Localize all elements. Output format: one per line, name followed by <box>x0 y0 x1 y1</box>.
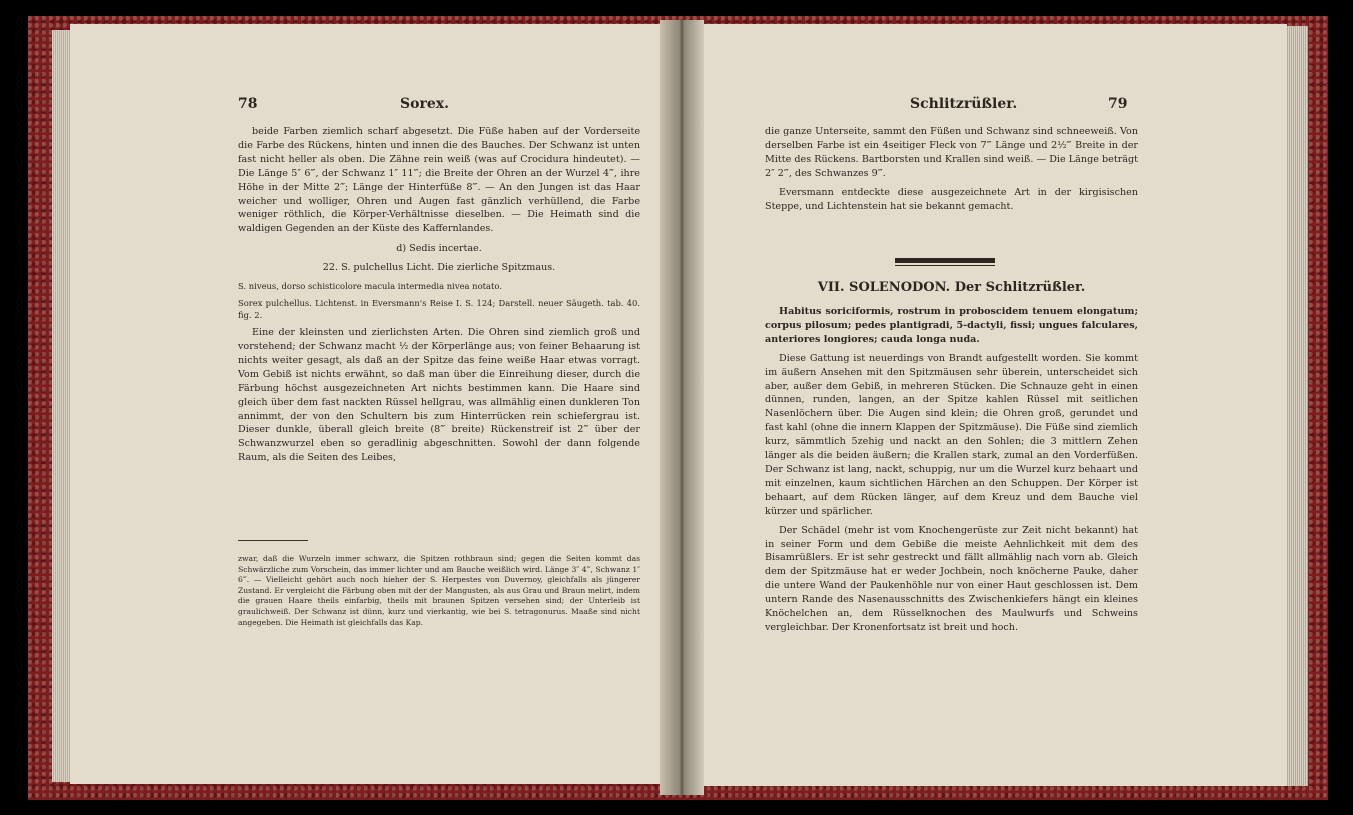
page-number-left: 78 <box>238 96 258 112</box>
species-heading: 22. S. pulchellus Licht. Die zierliche Spitzmaus. <box>322 262 556 274</box>
paragraph: beide Farben ziemlich scharf abgesetzt. Die Füße haben auf der Vorderseite die Farbe des Rückens, hinten und innen die des Bauches. Der Schwanz ist unten fast nicht heller als oben. Die Zähne rein weiß (was auf Crocidura hindeutet). — Die Länge 5″ 6‴, der Schwanz 1″ 11‴; die Breite der Ohren an der Wurzel 4‴, ihre Höhe in der Mitte 2‴; Länge der Hinterfüße 8‴. — An den Jungen ist das Haar weicher und wolliger, Ohren und Augen fast gänzlich verhüllend, die Farbe weniger röthlich, die Körper-Verhältnisse dieselben. — Die Heimath sind die waldigen Gegenden an der Küste des Kaffernlandes. <box>238 126 640 235</box>
footnote: zwar, daß die Wurzeln immer schwarz, die Spitzen rothbraun sind; gegen die Seiten kommt das Schwärzliche zum Vorschein, das immer lichter und am Bauche weißlich wird. Länge 3″ 4‴, Schwanz 1″ 6‴. — Vielleicht gehört auch noch hieher der S. Herpestes von Duvernoy, gleichfalls als jüngerer Zustand. Er vergleicht die Färbung oben mit der der Mangusten, als aus Grau und Braun melirt, indem die grauen Haare theils einfarbig, theils mit braunen Spitzen versehen sind; der Unterleib ist graulichweiß. Der Schwanz ist dünn, kurz und vierkantig, wie bei S. tetragonurus. Maaße sind nicht angegeben. Die Heimath ist gleichfalls das Kap. <box>238 554 640 627</box>
paragraph: Diese Gattung ist neuerdings von Brandt aufgestellt worden. Sie kommt im äußern Ansehen mit den Spitzmäusen sehr überein, unterscheidet sich aber, außer dem Gebiß, in mehreren Stücken. Die Schnauze geht in einen dünnen, runden, langen, an der Spitze kahlen Rüssel mit seitlichen Nasenlöchern über. Die Augen sind klein; die Ohren groß, gerundet und fast kahl (ohne die innern Klappen der Spitzmäuse). Die Füße sind ziemlich kurz, sämmtlich 5zehig und nackt an den Sohlen; die 3 mittlern Zehen länger als die beiden äußern; die Krallen stark, zumal an den Vorderfüßen. Der Schwanz ist lang, nackt, schuppig, nur um die Wurzel kurz behaart und mit einzelnen, kaum sichtlichen Härchen an den Schuppen. Der Körper ist behaart, auf dem Rücken länger, auf dem Kreuz und dem Bauche viel kürzer und spärlicher. <box>765 352 1138 517</box>
paragraph: die ganze Unterseite, sammt den Füßen und Schwanz sind schneeweiß. Von derselben Farbe ist ein 4seitiger Fleck von 7‴ Länge und 2½‴ Breite in der Mitte des Rückens. Bartborsten und Krallen sind weiß. — Die Länge beträgt 2″ 2‴, des Schwanzes 9‴. <box>765 126 1138 179</box>
right-text-block-bottom <box>765 305 1138 640</box>
paragraph: Eine der kleinsten und zierlichsten Arten. Die Ohren sind ziemlich groß und vorstehend; der Schwanz macht ½ der Körperlänge aus; von feiner Behaarung ist nichts weiter gesagt, als daß an der Spitze das feine weiße Haar etwas vorragt. Vom Gebiß ist nichts erwähnt, so daß man über die Einreihung dieser, durch die Färbung höchst ausgezeichneten Art nichts bestimmen kann. Die Haare sind gleich über dem fast nackten Rüssel hellgrau, was allmählig einen dunkleren Ton annimmt, der von den Schultern bis zum Hinterrücken rein schiefergrau ist. Dieser dunkle, überall gleich breite (8‴ breite) Rückenstreif ist 2‴ über der Schwanzwurzel eben so geradlinig abgeschnitten. Sowohl der dann folgende Raum, als die Seiten des Leibes, <box>238 327 640 464</box>
synonym-citation: Sorex pulchellus. Lichtenst. in Eversmann's Reise I. S. 124; Darstell. neuer Säugeth. tab. 40. fig. 2. <box>238 298 640 321</box>
page-edges-right <box>1286 26 1308 786</box>
book-gutter <box>660 20 704 795</box>
habitus-diagnosis: Habitus soriciformis, rostrum in proboscidem tenuem elongatum; corpus pilosum; pedes plantigradi, 5-dactyli, fissi; ungues falculares, anteriores longiores; cauda longa nuda. <box>765 306 1138 345</box>
paragraph: Eversmann entdeckte diese ausgezeichnete Art in der kirgisischen Steppe, und Lichtenstein hat sie bekannt gemacht. <box>765 186 1138 212</box>
running-head-right: Schlitzrüßler. <box>910 96 1018 112</box>
page-number-right: 79 <box>1108 96 1128 112</box>
footnote-rule <box>238 540 308 541</box>
page-edges-left <box>52 30 72 782</box>
running-head-left: Sorex. <box>400 96 449 112</box>
right-text-block-top <box>765 125 1138 218</box>
paragraph: Der Schädel (mehr ist vom Knochengerüste zur Zeit nicht bekannt) hat in seiner Form und dem Gebiße die meiste Aehnlichkeit mit dem des Bisamrüßlers. Er ist sehr gestreckt und fällt allmählig nach vorn ab. Gleich dem der Spitzmäuse hat er weder Jochbein, noch knöcherne Pauke, daher die untere Wand der Paukenhöhle nur von einer Haut geschlossen ist. Dem untern Rande des Nasenausschnitts des Zwischenkiefers hängt ein kleines Knöchelchen an, dem Rüsselknochen des Maulwurfs und Schweins vergleichbar. Der Kronenfortsatz ist breit und hoch. <box>765 524 1138 633</box>
diagnosis: S. niveus, dorso schisticolore macula intermedia nivea notato. <box>238 281 502 292</box>
genus-heading: VII. SOLENODON. Der Schlitzrüßler. <box>817 280 1086 295</box>
ornament-rule-thin <box>895 265 995 266</box>
left-text-block <box>238 125 640 470</box>
ornament-rule <box>895 258 995 263</box>
section-heading: d) Sedis incertae. <box>396 243 482 255</box>
